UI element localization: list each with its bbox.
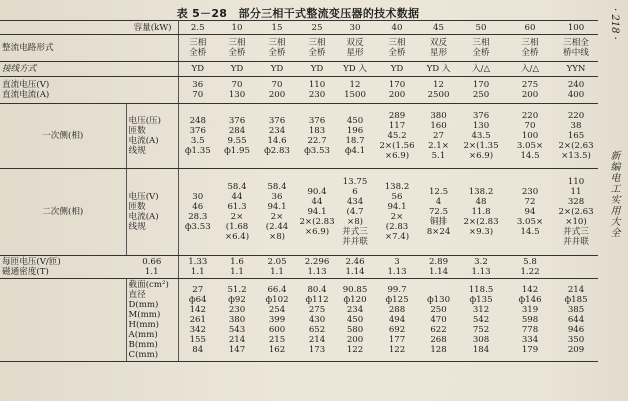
rectifier-type-row bbox=[0, 35, 598, 62]
dc-output-row bbox=[0, 77, 598, 104]
connection-label: 接线方式 bbox=[0, 62, 178, 77]
primary-side-cell: 248 376 3.5 ф1.35 bbox=[178, 104, 217, 169]
core-dimensions-cell: ф130 250 470 622 268 128 bbox=[421, 279, 456, 362]
turn-voltage-cell: 2.89 1.14 bbox=[421, 256, 456, 279]
capacity-cell: 30 bbox=[337, 21, 373, 35]
dc-output-cell: 110 230 bbox=[297, 77, 337, 104]
rectifier-type-label: 整流电路形式 bbox=[0, 35, 178, 62]
core-dimensions-cell: 27 ф64 142 261 342 155 84 bbox=[178, 279, 217, 362]
connection-cell: YD bbox=[297, 62, 337, 77]
turn-voltage-cell: 2.296 1.13 bbox=[297, 256, 337, 279]
turn-voltage-cell: 3.2 1.13 bbox=[456, 256, 506, 279]
secondary-side-cell: 110 11 328 2×(2.63 ×10) 并式三 并并联 bbox=[554, 169, 598, 256]
table-title: 表 5－28 部分三相干式整流变压器的技术数据 bbox=[176, 7, 420, 20]
core-dimensions-cell: 80.4 ф112 275 430 652 214 173 bbox=[297, 279, 337, 362]
dc-output-cell: 70 200 bbox=[257, 77, 297, 104]
secondary-side-cell: 138.2 56 94.1 2× (2.83 ×7.4) bbox=[373, 169, 421, 256]
secondary-side-params: 电压(V) 匝数 电流(A) 线规 bbox=[126, 169, 178, 256]
primary-side-params: 电压(压) 匝数 电流(A) 线规 bbox=[126, 104, 178, 169]
rectifier-type-cell: 三相 全桥 bbox=[257, 35, 297, 62]
dc-output-cell: 12 2500 bbox=[421, 77, 456, 104]
primary-side-cell: 220 70 100 3.05× 14.5 bbox=[506, 104, 554, 169]
capacity-cell: 40 bbox=[373, 21, 421, 35]
core-dimensions-cell: 214 ф185 385 644 946 350 209 bbox=[554, 279, 598, 362]
primary-side-cell: 376 183 22.7 ф3.53 bbox=[297, 104, 337, 169]
dc-output-cell: 36 70 bbox=[178, 77, 217, 104]
turn-voltage-first: 0.66 1.1 bbox=[126, 256, 178, 279]
secondary-side-label: 二次侧(相) bbox=[0, 169, 126, 256]
turn-voltage-label: 每匝电压(V/匝) 磁通密度(T) bbox=[0, 256, 126, 279]
rectifier-type-cell: 双反 星形 bbox=[421, 35, 456, 62]
connection-cell: YD bbox=[373, 62, 421, 77]
secondary-side-cell: 12.5 4 72.5 铜排 8×24 bbox=[421, 169, 456, 256]
primary-side-cell: 376 130 43.5 2×(1.35 ×6.9) bbox=[456, 104, 506, 169]
capacity-cell: 60 bbox=[506, 21, 554, 35]
core-dimensions-cell: 99.7 ф125 288 494 692 177 122 bbox=[373, 279, 421, 362]
connection-cell: YD 入 bbox=[421, 62, 456, 77]
secondary-side-cell: 230 72 94 3.05× 14.5 bbox=[506, 169, 554, 256]
page-margin bbox=[602, 0, 626, 401]
secondary-side-row bbox=[0, 169, 598, 256]
capacity-cell: 10 bbox=[217, 21, 257, 35]
dc-output-cell: 70 130 bbox=[217, 77, 257, 104]
rectifier-type-cell: 双反 星形 bbox=[337, 35, 373, 62]
dc-output-cell: 240 400 bbox=[554, 77, 598, 104]
core-dimensions-cell: 51.2 ф92 230 380 543 214 147 bbox=[217, 279, 257, 362]
rectifier-type-cell: 三相 全桥 bbox=[456, 35, 506, 62]
connection-cell: 入/△ bbox=[506, 62, 554, 77]
rectifier-type-cell: 三相 全桥 bbox=[297, 35, 337, 62]
secondary-side-cell: 13.75 6 434 (4.7 ×8) 并式三 并并联 bbox=[337, 169, 373, 256]
primary-side-cell: 376 234 14.6 ф2.83 bbox=[257, 104, 297, 169]
core-dimensions-cell: 142 ф146 319 598 778 334 179 bbox=[506, 279, 554, 362]
connection-row bbox=[0, 62, 598, 77]
turn-voltage-cell bbox=[554, 256, 598, 279]
primary-side-cell: 220 38 165 2×(2.63 ×13.5) bbox=[554, 104, 598, 169]
rectifier-type-cell: 三相 全桥 bbox=[217, 35, 257, 62]
turn-voltage-cell: 2.05 1.1 bbox=[257, 256, 297, 279]
core-dimensions-params: 截面(cm²) 直径 D(mm) M(mm) H(mm) A(mm) B(mm) C(mm) bbox=[126, 279, 178, 362]
primary-side-row bbox=[0, 104, 598, 169]
rectifier-type-cell: 三相全 桥中线 bbox=[554, 35, 598, 62]
dc-output-label: 直流电压(V) 直流电流(A) bbox=[0, 77, 178, 104]
turn-voltage-row bbox=[0, 256, 598, 279]
capacity-cell: 100 bbox=[554, 21, 598, 35]
rectifier-type-cell: 三相 全桥 bbox=[373, 35, 421, 62]
connection-cell: YYN bbox=[554, 62, 598, 77]
turn-voltage-cell: 3 1.13 bbox=[373, 256, 421, 279]
secondary-side-cell: 58.4 36 94.1 2× (2.44 ×8) bbox=[257, 169, 297, 256]
connection-cell: YD bbox=[257, 62, 297, 77]
connection-cell: YD bbox=[178, 62, 217, 77]
connection-cell: YD bbox=[217, 62, 257, 77]
secondary-side-cell: 58.4 44 61.3 2× (1.68 ×6.4) bbox=[217, 169, 257, 256]
core-dimensions-cell: 66.4 ф102 254 399 600 215 162 bbox=[257, 279, 297, 362]
rectifier-type-cell: 三相 全桥 bbox=[506, 35, 554, 62]
primary-side-label: 一次侧(相) bbox=[0, 104, 126, 169]
transformer-data-table bbox=[0, 20, 598, 362]
core-dimensions-label bbox=[0, 279, 126, 362]
capacity-row bbox=[0, 21, 598, 35]
turn-voltage-cell: 1.6 1.1 bbox=[217, 256, 257, 279]
capacity-cell: 2.5 bbox=[178, 21, 217, 35]
capacity-cell: 15 bbox=[257, 21, 297, 35]
rectifier-type-cell: 三相 全桥 bbox=[178, 35, 217, 62]
connection-cell: 入/△ bbox=[456, 62, 506, 77]
secondary-side-cell: 138.2 48 11.8 2×(2.83 ×9.3) bbox=[456, 169, 506, 256]
turn-voltage-cell: 5.8 1.22 bbox=[506, 256, 554, 279]
core-dimensions-cell: 90.85 ф120 234 450 580 200 122 bbox=[337, 279, 373, 362]
dc-output-cell: 275 200 bbox=[506, 77, 554, 104]
capacity-cell: 50 bbox=[456, 21, 506, 35]
secondary-side-cell: 30 46 28.3 ф3.53 bbox=[178, 169, 217, 256]
capacity-cell: 45 bbox=[421, 21, 456, 35]
primary-side-cell: 450 196 18.7 ф4.1 bbox=[337, 104, 373, 169]
capacity-label: 容量(kW) bbox=[0, 21, 178, 35]
dc-output-cell: 12 1500 bbox=[337, 77, 373, 104]
dc-output-cell: 170 250 bbox=[456, 77, 506, 104]
book-title: 新编电工实用大全 bbox=[608, 150, 619, 238]
turn-voltage-cell: 2.46 1.14 bbox=[337, 256, 373, 279]
page-number: · 218 · bbox=[609, 8, 620, 40]
dc-output-cell: 170 200 bbox=[373, 77, 421, 104]
primary-side-cell: 289 117 45.2 2×(1.56 ×6.9) bbox=[373, 104, 421, 169]
core-dimensions-cell: 118.5 ф135 312 542 752 308 184 bbox=[456, 279, 506, 362]
capacity-cell: 25 bbox=[297, 21, 337, 35]
core-dimensions-row bbox=[0, 279, 598, 362]
primary-side-cell: 376 284 9.55 ф1.95 bbox=[217, 104, 257, 169]
secondary-side-cell: 90.4 44 94.1 2×(2.83 ×6.9) bbox=[297, 169, 337, 256]
turn-voltage-cell: 1.33 1.1 bbox=[178, 256, 217, 279]
connection-cell: YD 入 bbox=[337, 62, 373, 77]
primary-side-cell: 380 160 27 2.1× 5.1 bbox=[421, 104, 456, 169]
